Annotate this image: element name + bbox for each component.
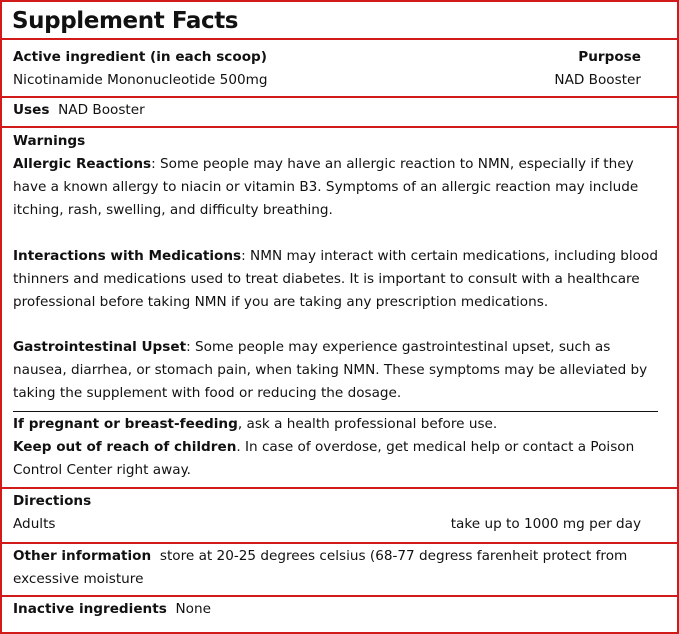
active-ingredient-value: Nicotinamide Mononucleotide 500mg: [13, 72, 268, 88]
directions-dose: take up to 1000 mg per day: [450, 516, 641, 532]
other-information-label: Other information: [13, 548, 152, 564]
inactive-ingredients-label: Inactive ingredients: [13, 601, 167, 617]
warning-label: Allergic Reactions: [13, 156, 152, 172]
directions-heading: Directions: [13, 493, 92, 509]
pregnancy-label: If pregnant or breast-feeding: [13, 416, 238, 432]
warning-interactions: [13, 245, 663, 314]
uses-label: Uses: [13, 102, 50, 118]
other-information-section: [2, 542, 677, 595]
inactive-ingredients-value: None: [175, 601, 211, 617]
panel-title: Supplement Facts: [12, 8, 239, 34]
other-information-value: store at 20-25 degrees celsius (68-77 degress farenheit protect from excessive moisture: [13, 548, 628, 587]
directions-who: Adults: [13, 516, 56, 532]
directions-section: [2, 487, 677, 542]
children-text: . In case of overdose, get medical help or contact a Poison Control Center right away.: [13, 439, 635, 478]
warning-label: Interactions with Medications: [13, 248, 242, 264]
pregnancy-text: , ask a health professional before use.: [237, 416, 498, 432]
warning-text: : Some people may experience gastrointestinal upset, such as nausea, diarrhea, or stomach pain, when taking NMN. These symptoms may be alleviated by taking the supplement with food or reducing the dosage.: [13, 339, 648, 401]
pregnancy-warning: [13, 413, 663, 436]
warning-gastrointestinal: [13, 336, 663, 405]
warnings-divider: [13, 411, 658, 412]
purpose-header: Purpose: [578, 49, 641, 65]
active-ingredient-section: [2, 38, 677, 96]
warning-label: Gastrointestinal Upset: [13, 339, 187, 355]
other-information-text: [13, 545, 663, 591]
children-label: Keep out of reach of children: [13, 439, 237, 455]
purpose-value: NAD Booster: [554, 72, 641, 88]
warnings-heading: Warnings: [13, 133, 86, 149]
inactive-ingredients-section: [2, 595, 677, 632]
warnings-section: [2, 126, 677, 487]
uses-line: [13, 99, 145, 122]
inactive-ingredients-line: [13, 598, 211, 621]
uses-section: [2, 96, 677, 126]
warning-text: : NMN may interact with certain medications, including blood thinners and medications used to treat diabetes. It is important to consult with a healthcare professional before taking NMN if you are taking any prescription medications.: [13, 248, 658, 310]
active-ingredient-header: Active ingredient (in each scoop): [13, 49, 267, 65]
warning-allergic-reactions: [13, 153, 663, 222]
uses-text: NAD Booster: [58, 102, 145, 118]
children-warning: [13, 436, 663, 482]
warning-text: : Some people may have an allergic reaction to NMN, especially if they have a known allergy to niacin or vitamin B3. Symptoms of an allergic reaction may include itching, rash, swelling, and difficulty breathing.: [13, 156, 639, 218]
